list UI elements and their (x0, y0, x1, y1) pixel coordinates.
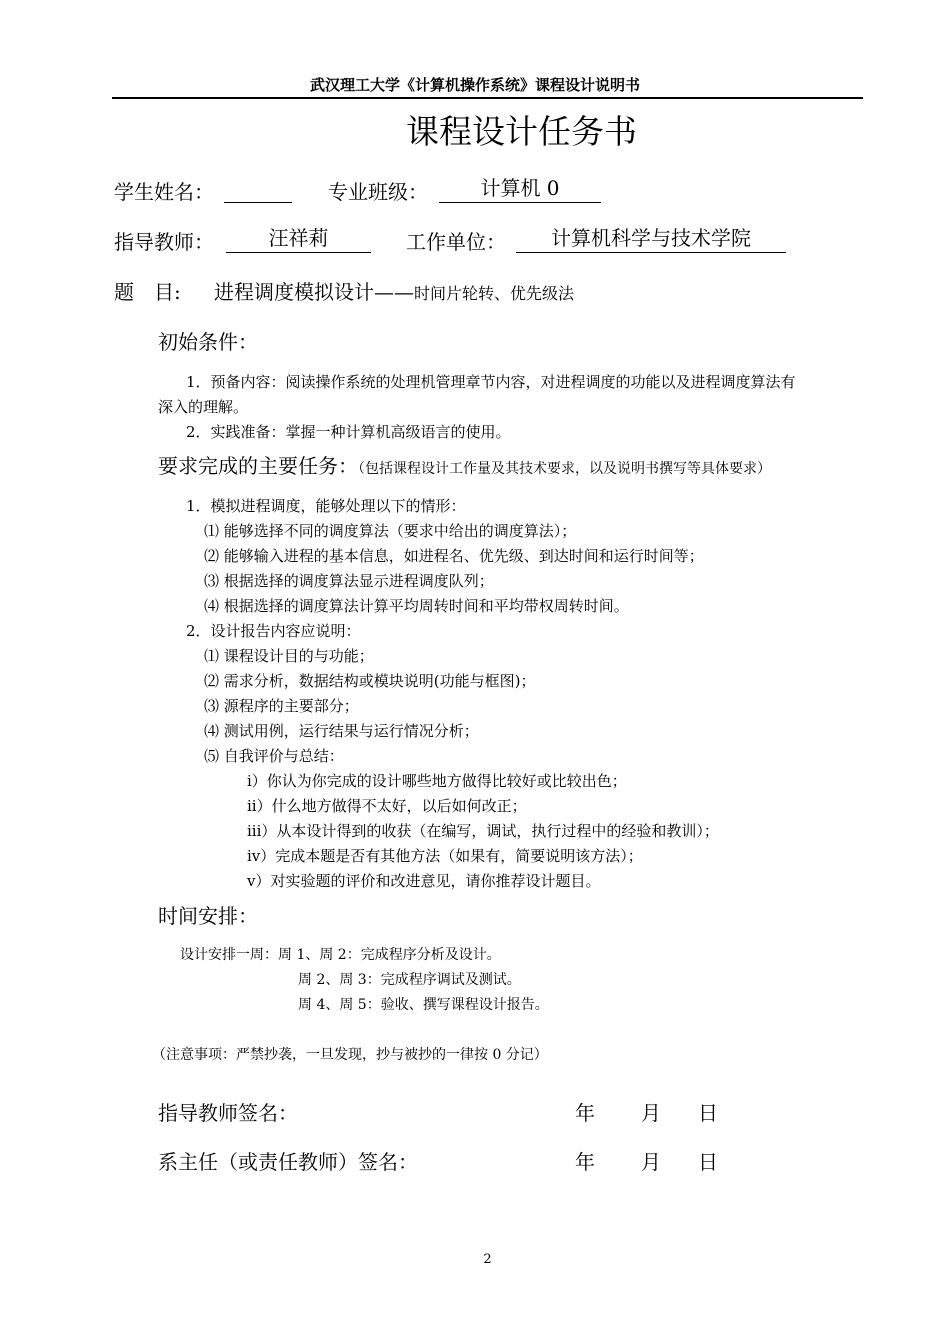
tasks-heading: 要求完成的主要任务： (158, 454, 358, 478)
tasks-heading-line (158, 450, 771, 479)
task-1-sub-1: ⑴ 能够选择不同的调度算法（要求中给出的调度算法）； (204, 522, 577, 540)
task-item-2: 2．设计报告内容应说明： (186, 622, 361, 640)
advisor-value: 汪祥莉 (226, 222, 371, 253)
task-1-sub-2: ⑵ 能够输入进程的基本信息，如进程名、优先级、到达时间和运行时间等； (204, 547, 704, 565)
eval-item-5: v）对实验题的评价和改进意见，请你推荐设计题目。 (247, 872, 601, 890)
task-1-sub-4: ⑷ 根据选择的调度算法计算平均周转时间和平均带权周转时间。 (204, 597, 629, 615)
class-value: 计算机 0 (439, 172, 601, 203)
page-title: 课程设计任务书 (406, 112, 637, 151)
student-name-value (224, 172, 292, 203)
eval-item-3: iii）从本设计得到的收获（在编写，调试，执行过程中的经验和教训）； (247, 822, 719, 840)
unit-label: 工作单位： (406, 230, 506, 254)
advisor-label: 指导教师： (114, 230, 214, 254)
class-label: 专业班级： (328, 180, 428, 204)
director-sign-month: 月 (641, 1150, 661, 1174)
initial-item-1-cont: 深入的理解。 (158, 398, 249, 416)
eval-item-2: ii）什么地方做得不太好，以后如何改正； (247, 797, 527, 815)
notice: （注意事项：严禁抄袭，一旦发现，抄与被抄的一律按 0 分记） (152, 1047, 548, 1063)
advisor-sign-day: 日 (698, 1101, 718, 1125)
task-2-sub-2: ⑵ 需求分析，数据结构或模块说明(功能与框图)； (204, 672, 536, 690)
eval-item-1: i）你认为你完成的设计哪些地方做得比较好或比较出色； (247, 772, 627, 790)
advisor-signature-label: 指导教师签名： (158, 1101, 298, 1125)
page-number: 2 (483, 1252, 492, 1267)
initial-item-2: 2．实践准备：掌握一种计算机高级语言的使用。 (186, 423, 511, 441)
task-2-sub-4: ⑷ 测试用例，运行结果与运行情况分析； (204, 722, 479, 740)
student-name-label: 学生姓名： (114, 180, 214, 204)
tasks-note: （包括课程设计工作量及其技术要求，以及说明书撰写等具体要求） (358, 461, 771, 477)
header-rule (112, 97, 863, 99)
advisor-sign-month: 月 (641, 1101, 661, 1125)
eval-item-4: iv）完成本题是否有其他方法（如果有，简要说明该方法）； (247, 847, 643, 865)
schedule-line-2: 周 2、周 3：完成程序调试及测试。 (298, 972, 521, 988)
task-2-sub-1: ⑴ 课程设计目的与功能； (204, 647, 374, 665)
topic-text (214, 276, 574, 305)
topic-label: 题 目: (114, 280, 181, 304)
topic-sub: 时间片轮转、优先级法 (414, 284, 575, 303)
schedule-line-1: 设计安排一周：周 1、周 2：完成程序分析及设计。 (180, 947, 501, 963)
task-1-sub-3: ⑶ 根据选择的调度算法显示进程调度队列； (204, 572, 494, 590)
advisor-sign-year: 年 (575, 1101, 595, 1125)
topic-main: 进程调度模拟设计—— (214, 280, 414, 304)
unit-value: 计算机科学与技术学院 (516, 222, 786, 253)
initial-heading: 初始条件： (158, 330, 258, 354)
document-header: 武汉理工大学《计算机操作系统》课程设计说明书 (309, 76, 640, 94)
task-2-sub-3: ⑶ 源程序的主要部分； (204, 697, 359, 715)
schedule-line-3: 周 4、周 5：验收、撰写课程设计报告。 (298, 997, 549, 1013)
task-2-sub-5: ⑸ 自我评价与总结： (204, 747, 344, 765)
schedule-heading: 时间安排： (158, 904, 258, 928)
initial-item-1: 1．预备内容：阅读操作系统的处理机管理章节内容，对进程调度的功能以及进程调度算法有 (186, 373, 796, 391)
director-signature-label: 系主任（或责任教师）签名： (158, 1150, 418, 1174)
director-sign-year: 年 (575, 1150, 595, 1174)
task-item-1: 1．模拟进程调度，能够处理以下的情形： (186, 497, 466, 515)
director-sign-day: 日 (698, 1150, 718, 1174)
